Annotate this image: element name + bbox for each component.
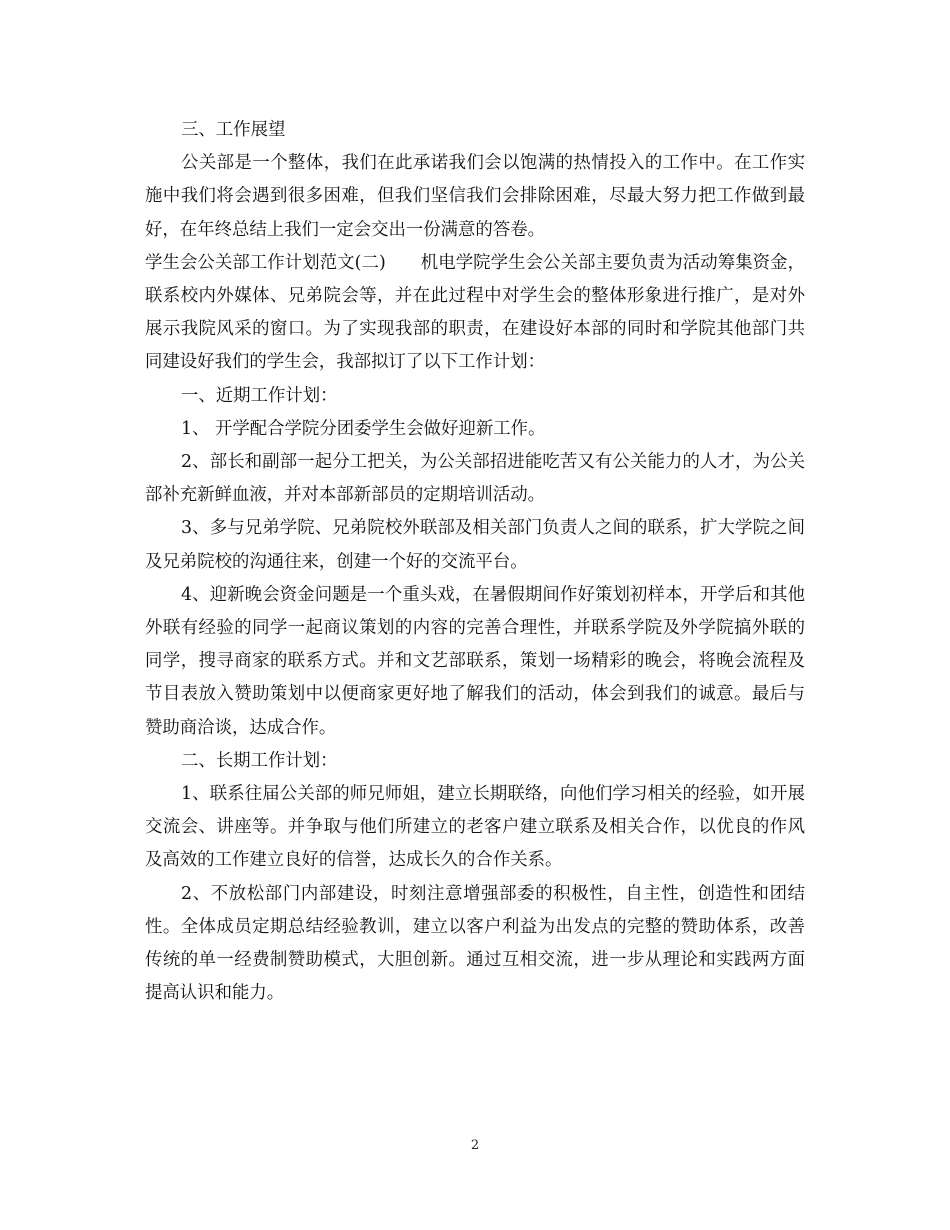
- paragraph-sample-two-intro: 学生会公关部工作计划范文(二) 机电学院学生会公关部主要负责为活动筹集资金，联系校内外媒体、兄弟院会等，并在此过程中对学生会的整体形象进行推广，是对外展示我院风采的窗口。为了实现我部的职责，在建设好本部的同时和学院其他部门共同建设好我们的学生会，我部拟订了以下工作计划：: [145, 252, 805, 373]
- section-heading-long-term: 二、长期工作计划：: [181, 750, 338, 771]
- paragraph-short-term-3: 3、多与兄弟学院、兄弟院校外联部及相关部门负责人之间的联系，扩大学院之间及兄弟院校的沟通往来，创建一个好的交流平台。: [145, 518, 805, 572]
- paragraph-short-term-1: 1、 开学配合学院分团委学生会做好迎新工作。: [181, 418, 546, 439]
- paragraph-long-term-1: 1、联系往届公关部的师兄师姐，建立长期联络，向他们学习相关的经验，如开展交流会、讲座等。并争取与他们所建立的老客户建立联系及相关合作，以优良的作风及高效的工作建立良好的信誉，达成长久的合作关系。: [145, 784, 805, 871]
- page-number: 2: [470, 1138, 480, 1153]
- paragraph-long-term-2: 2、不放松部门内部建设，时刻注意增强部委的积极性，自主性，创造性和团结性。全体成员定期总结经验教训，建立以客户利益为出发点的完整的赞助体系，改善传统的单一经费制赞助模式，大胆创新。通过互相交流，进一步从理论和实践两方面提高认识和能力。: [145, 883, 805, 1004]
- paragraph-outlook: 公关部是一个整体，我们在此承诺我们会以饱满的热情投入的工作中。在工作实施中我们将会遇到很多困难，但我们坚信我们会排除困难，尽最大努力把工作做到最好，在年终总结上我们一定会交出一份满意的答卷。: [145, 153, 805, 240]
- section-heading-outlook: 三、工作展望: [181, 120, 286, 140]
- paragraph-short-term-2: 2、部长和副部一起分工把关，为公关部招进能吃苦又有公关能力的人才，为公关部补充新鲜血液，并对本部新部员的定期培训活动。: [145, 452, 805, 506]
- section-heading-short-term: 一、近期工作计划：: [181, 385, 338, 406]
- document-body: [145, 114, 805, 1010]
- paragraph-short-term-4: 4、迎新晚会资金问题是一个重头戏，在暑假期间作好策划初样本，开学后和其他外联有经验的同学一起商议策划的内容的完善合理性，并联系学院及外学院搞外联的同学，搜寻商家的联系方式。并和文艺部联系，策划一场精彩的晚会，将晚会流程及节目表放入赞助策划中以便商家更好地了解我们的活动，体会到我们的诚意。最后与赞助商洽谈，达成合作。: [145, 584, 805, 738]
